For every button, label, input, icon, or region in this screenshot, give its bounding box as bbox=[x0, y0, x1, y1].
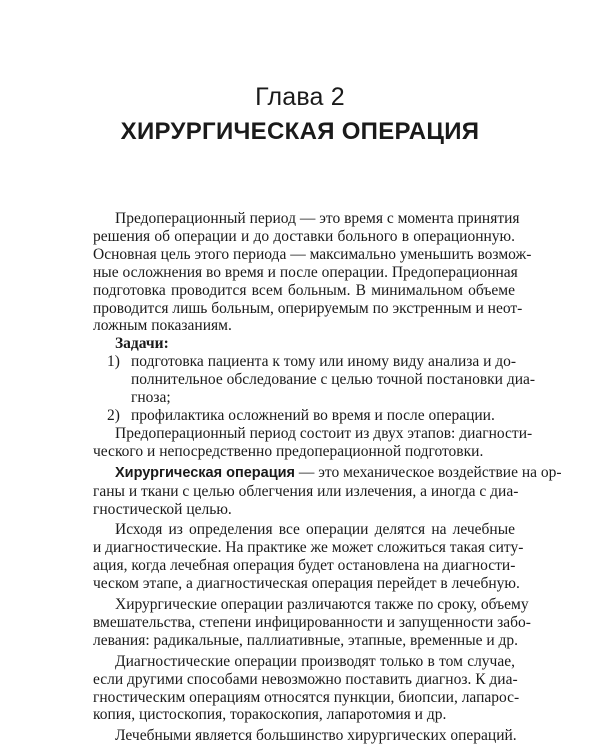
list-item bbox=[93, 353, 536, 407]
paragraph-diagnostic-operations bbox=[93, 652, 520, 725]
paragraph-operation-types bbox=[93, 596, 531, 650]
text-line: Лечебными является большинство хирургических операций. bbox=[115, 727, 517, 745]
text-line: ческом этапе, а диагностическая операция перейдет в лечебную. bbox=[93, 575, 520, 593]
text-fragment: — это механическое воздействие на ор- bbox=[295, 463, 562, 481]
paragraph-surgical-operation bbox=[93, 463, 562, 519]
text-line: Основная цель этого периода — максимально уменьшить возмож- bbox=[93, 245, 532, 263]
list-text: подготовка пациента к тому или иному виду анализа и до- bbox=[131, 353, 517, 371]
text-line: ация, когда лечебная операция будет остановлена на диагности- bbox=[93, 557, 516, 575]
text-line: ложным показаниям. bbox=[93, 317, 232, 335]
text-line: проводится лишь больным, оперируемым по экстренным и неот- bbox=[93, 299, 523, 317]
text-line: если другими способами невозможно поставить диагноз. К диа- bbox=[93, 670, 518, 688]
text-line: ные осложнения во время и после операции. Предоперационная bbox=[93, 263, 518, 281]
text-line: ческого и непосредственно предоперационной подготовки. bbox=[93, 442, 484, 460]
text-line: Предоперационный период состоит из двух этапов: диагности- bbox=[115, 424, 533, 442]
chapter-body bbox=[93, 210, 562, 745]
list-number: 1) bbox=[107, 353, 120, 371]
list-item bbox=[93, 407, 515, 425]
text-line: вмешательства, степени инфицированности и запущенности забо- bbox=[93, 613, 531, 631]
tasks-heading: Задачи: bbox=[115, 335, 169, 353]
chapter-title: ХИРУРГИЧЕСКАЯ ОПЕРАЦИЯ bbox=[120, 118, 480, 145]
text-line: решения об операции и до доставки больного в операционную. bbox=[93, 227, 515, 245]
chapter-number: Глава 2 bbox=[255, 83, 345, 111]
text-line: гностическим операциям относятся пункции, биопсии, лапарос- bbox=[93, 688, 520, 706]
text-line: гноза; bbox=[131, 389, 171, 407]
text-line: левания: радикальные, паллиативные, этапные, временные и др. bbox=[93, 631, 519, 649]
text-line: ганы и ткани с целью облегчения или излечения, а иногда с диа- bbox=[93, 482, 519, 500]
paragraph-stages bbox=[93, 424, 533, 461]
text-line: подготовка проводится всем больным. В минимальном объеме bbox=[93, 281, 515, 299]
paragraph-classification bbox=[93, 521, 524, 593]
list-text: профилактика осложнений во время и после операции. bbox=[131, 406, 495, 424]
text-line: гностической целью. bbox=[93, 500, 232, 518]
list-item-first-line bbox=[93, 353, 515, 371]
text-line: Хирургические операции различаются также по сроку, объему bbox=[115, 596, 529, 614]
text-line: копия, цистоскопия, торакоскопия, лапаротомия и др. bbox=[93, 706, 447, 724]
text-line: полнительное обследование с целью точной постановки диа- bbox=[131, 371, 536, 389]
list-item-first-line bbox=[93, 407, 515, 425]
text-line: и диагностические. На практике же может сложиться такая ситу- bbox=[93, 539, 524, 557]
paragraph-therapeutic-operations bbox=[93, 727, 515, 745]
text-line: Диагностические операции производят только в том случае, bbox=[115, 652, 515, 670]
text-line: Предоперационный период — это время с момента принятия bbox=[115, 210, 520, 227]
list-number: 2) bbox=[107, 406, 120, 424]
text-line: Исходя из определения все операции делятся на лечебные bbox=[115, 521, 515, 539]
text-line bbox=[93, 463, 562, 483]
term-surgical-operation: Хирургическая операция bbox=[115, 464, 295, 481]
paragraph-preoperative-period bbox=[93, 210, 532, 335]
